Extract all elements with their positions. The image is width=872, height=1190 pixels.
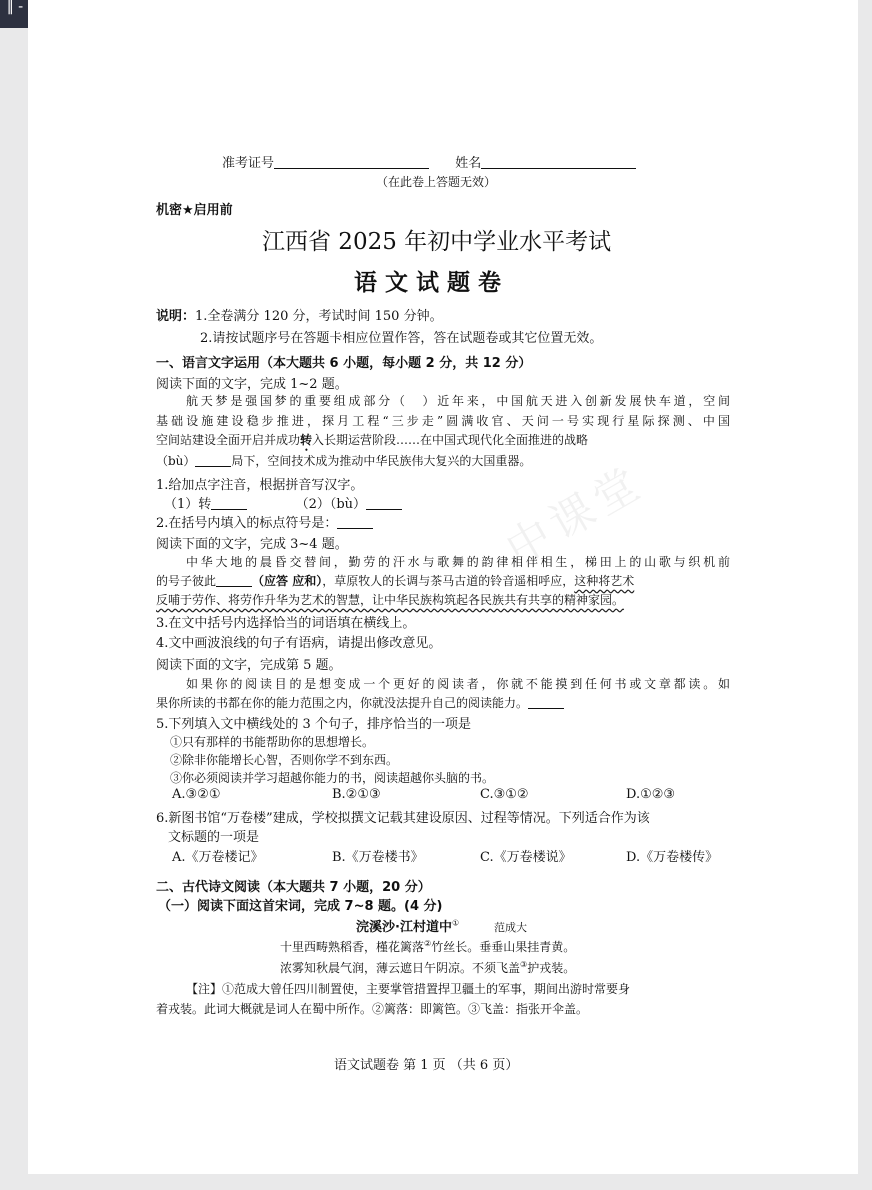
section2-sub1: （一）阅读下面这首宋词，完成 7~8 题。(4 分) (158, 899, 443, 914)
poem-notes-line2: 着戎装。此词大概就是词人在蜀中所作。②篱落：即篱笆。③飞盖：指张开伞盖。 (156, 1002, 589, 1016)
q5-option-b: B.②①③ (332, 787, 381, 802)
q6-option-c: C.《万卷楼说》 (480, 850, 572, 865)
passage2-line1: 中华大地的晨昏交替间，勤劳的汗水与歌舞的韵律相伴相生，梯田上的山歌与织机前 (186, 555, 730, 569)
poem-note-mark-2: ② (424, 939, 432, 948)
read-instruction-2: 阅读下面的文字，完成 3~4 题。 (156, 537, 348, 552)
candidate-id-label: 准考证号 (222, 156, 275, 171)
section1-heading: 一、语言文字运用（本大题共 6 小题，每小题 2 分，共 12 分） (156, 356, 532, 371)
page-footer: 语文试题卷 第 1 页 （共 6 页） (334, 1058, 519, 1073)
poem-title-text: 浣溪沙·江村道中 (356, 920, 452, 935)
poem-notes-line1 (186, 980, 730, 997)
poem-title (356, 916, 459, 935)
blank-bu (195, 454, 231, 467)
instructions-line2: 2.请按试题序号在答题卡相应位置作答，答在试题卷或其它位置无效。 (200, 331, 603, 346)
question-4: 4.文中画波浪线的句子有语病，请提出修改意见。 (156, 636, 442, 651)
poem-author: 范成大 (494, 921, 527, 934)
passage1-line4b: 局下，空间技术成为推动中华民族伟大复兴的大国重器。 (231, 454, 532, 468)
q1-part1: （1）转 (164, 497, 212, 512)
passage2-line2a: 的号子彼此 (156, 574, 217, 588)
answer-note: （在此卷上答题无效） (376, 175, 497, 189)
poem-line2a: 浓雾知秋晨气润，薄云遮日午阴凉。不须飞盖 (280, 961, 521, 975)
exam-title: 江西省 2025 年初中学业水平考试 (262, 229, 612, 255)
q1-part2: （2）（bù） (295, 497, 367, 512)
paper-title: 语 文 试 题 卷 (354, 269, 502, 296)
passage1-line3a: 空间站建设全面开启并成功 (156, 433, 301, 447)
name-blank (481, 155, 636, 169)
corner-menu-label: ‖ - (6, 0, 24, 15)
word-choice-options: （应答 应和） (252, 574, 323, 588)
dotted-char-zhuan: 转 (300, 433, 313, 447)
name-label: 姓名 (455, 156, 482, 171)
word-choice-blank (216, 574, 252, 587)
q5-option-d: D.①②③ (626, 787, 676, 802)
q5-option-a: A.③②① (172, 787, 221, 802)
question-2 (156, 512, 373, 531)
q6-option-b: B.《万卷楼书》 (332, 850, 424, 865)
read-instruction-3: 阅读下面的文字，完成第 5 题。 (156, 658, 342, 673)
q2-blank (337, 515, 373, 529)
q5-sentence-2: ②除非你能增长心智，否则你学不到东西。 (170, 753, 399, 767)
passage1-line3 (156, 431, 588, 454)
candidate-id-line (222, 152, 636, 171)
poem-line1b: 竹丝长。垂垂山果挂青黄。 (431, 940, 576, 954)
passage1-line3b: 入长期运营阶段……在中国式现代化全面推进的战略 (312, 433, 589, 447)
q1-part2-blank (366, 496, 402, 510)
document-page (28, 0, 858, 1174)
wavy-sentence-start: 这种将艺术 (574, 574, 635, 588)
notes-label: 【注】 (186, 982, 223, 996)
page-content (28, 0, 858, 1174)
instructions-text1: 1.全卷满分 120 分，考试时间 150 分钟。 (195, 309, 443, 324)
q2-text: 2.在括号内填入的标点符号是： (156, 516, 338, 531)
poem-line-2 (280, 959, 575, 976)
poem-line2b: 护戎装。 (527, 961, 576, 975)
q5-sentence-3: ③你必须阅读并学习超越你能力的书，阅读超越你头脑的书。 (170, 771, 495, 785)
question-1-parts (164, 493, 402, 512)
wavy-sentence: 反哺于劳作、将劳作升华为艺术的智慧，让中华民族构筑起各民族共有共享的精神家园。 (156, 593, 625, 607)
q6-option-a: A.《万卷楼记》 (172, 850, 264, 865)
question-6-line2: 文标题的一项是 (168, 830, 260, 845)
passage3-line2 (156, 694, 564, 711)
passage1-line1: 航天梦是强国梦的重要组成部分（ ）近年来，中国航天进入创新发展快车道，空间 (186, 394, 730, 408)
watermark: 中课堂 (497, 456, 653, 576)
question-3: 3.在文中括号内选择恰当的词语填在横线上。 (156, 616, 416, 631)
passage2-line2c: ，草原牧人的长调与茶马古道的铃音遥相呼应， (322, 574, 575, 588)
question-6-line1: 6.新图书馆“万卷楼”建成，学校拟撰文记载其建设原因、过程等情况。下列适合作为该 (156, 811, 650, 826)
instructions-label: 说明： (156, 309, 196, 324)
q6-option-d: D.《万卷楼传》 (626, 850, 719, 865)
candidate-id-blank (274, 155, 429, 169)
q1-part1-blank (211, 496, 247, 510)
passage3-blank (528, 696, 564, 709)
question-5: 5.下列填入文中横线处的 3 个句子，排序恰当的一项是 (156, 717, 471, 732)
passage1-line2: 基础设施建设稳步推进，探月工程“三步走”圆满收官、天问一号实现行星际探测、中国 (156, 414, 730, 428)
poem-note-mark-3: ③ (520, 960, 528, 969)
passage3-line2-text: 果你所读的书都在你的能力范围之内，你就没法提升自己的阅读能力。 (156, 696, 529, 710)
question-1: 1.给加点字注音，根据拼音写汉字。 (156, 478, 364, 493)
passage2-line2 (156, 572, 634, 589)
poem-line1a: 十里西畴熟稻香，槿花篱落 (280, 940, 425, 954)
poem-line-1 (280, 938, 575, 955)
q5-option-c: C.③①② (480, 787, 529, 802)
pinyin-bu: （bù） (156, 454, 196, 468)
passage3-line1: 如果你的阅读目的是想变成一个更好的阅读者，你就不能摸到任何书或文章都读。如 (186, 677, 730, 691)
instructions-line1 (156, 305, 443, 324)
poem-title-note: ① (451, 918, 460, 928)
passage1-line4 (156, 452, 531, 469)
secret-mark: 机密★启用前 (156, 203, 233, 218)
q5-sentence-1: ①只有那样的书能帮助你的思想增长。 (170, 735, 375, 749)
notes-text1: ①范成大曾任四川制置使，主要掌管措置捍卫疆土的军事，期间出游时常要身 (222, 982, 631, 996)
section2-heading: 二、古代诗文阅读（本大题共 7 小题，20 分） (156, 880, 431, 895)
read-instruction-1: 阅读下面的文字，完成 1~2 题。 (156, 377, 348, 392)
